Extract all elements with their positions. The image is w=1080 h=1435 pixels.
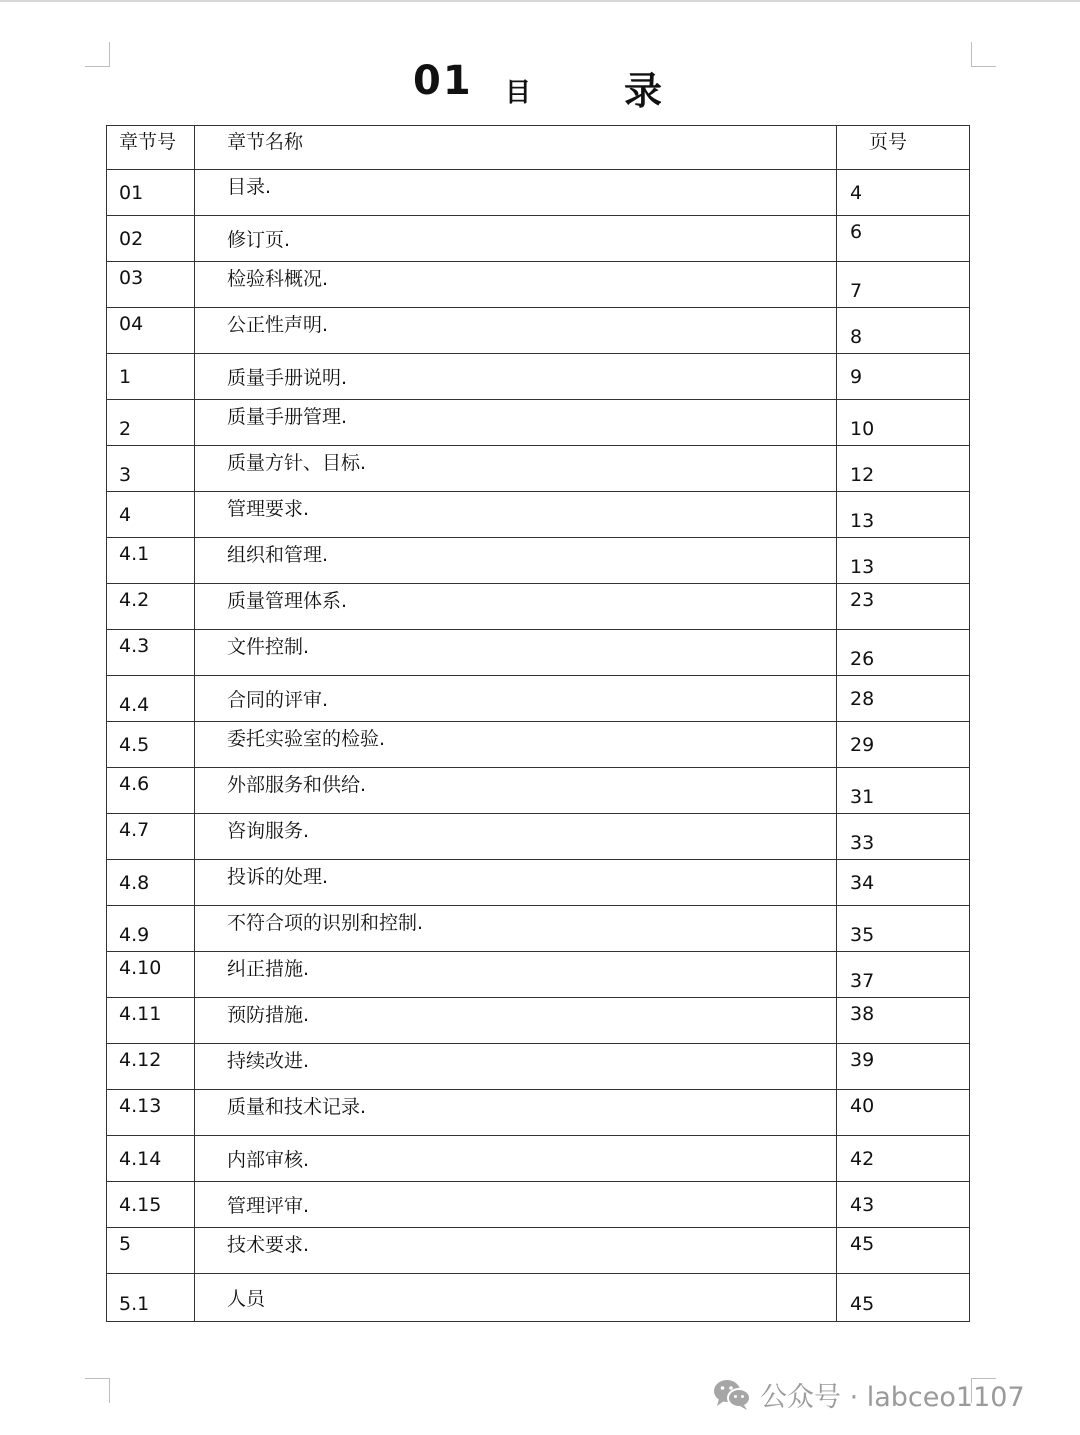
chapter-name: 检验科概况.	[227, 268, 329, 290]
chapter-name: 不符合项的识别和控制.	[227, 912, 424, 934]
page-number: 33	[850, 831, 875, 854]
toc-table	[106, 125, 970, 1322]
page-number: 34	[850, 871, 875, 894]
table-row	[107, 1228, 970, 1274]
page-number: 38	[850, 1002, 875, 1025]
chapter-name: 纠正措施.	[227, 958, 310, 980]
table-row	[107, 584, 970, 630]
chapter-number: 4.8	[119, 871, 150, 894]
table-row	[107, 1182, 970, 1228]
chapter-name: 目录.	[227, 176, 272, 198]
chapter-number: 03	[119, 266, 144, 289]
table-row	[107, 814, 970, 860]
chapter-number: 4.5	[119, 733, 150, 756]
chapter-number: 4.1	[119, 542, 150, 565]
chapter-number: 01	[119, 181, 144, 204]
chapter-name: 管理评审.	[227, 1195, 310, 1217]
table-row	[107, 722, 970, 768]
chapter-number: 5.1	[119, 1292, 150, 1315]
header-chapter-name: 章节名称	[195, 126, 837, 170]
table-row	[107, 308, 970, 354]
chapter-name: 内部审核.	[227, 1149, 310, 1171]
page-number: 29	[850, 733, 875, 756]
chapter-name: 管理要求.	[227, 498, 310, 520]
page-number: 13	[850, 509, 875, 532]
table-row	[107, 354, 970, 400]
table-row	[107, 216, 970, 262]
wechat-watermark	[712, 1374, 1025, 1414]
page-number: 37	[850, 969, 875, 992]
chapter-name: 外部服务和供给.	[227, 774, 367, 796]
page-number: 23	[850, 588, 875, 611]
chapter-number: 4.7	[119, 818, 150, 841]
chapter-number: 4	[119, 503, 132, 526]
page-number: 26	[850, 647, 875, 670]
chapter-number: 4.15	[119, 1193, 162, 1216]
page-number: 8	[850, 325, 863, 348]
chapter-name: 修订页.	[227, 229, 291, 251]
chapter-name: 公正性声明.	[227, 314, 329, 336]
table-row	[107, 952, 970, 998]
chapter-name: 组织和管理.	[227, 544, 329, 566]
chapter-name: 质量管理体系.	[227, 590, 348, 612]
chapter-number: 5	[119, 1232, 132, 1255]
page-number: 42	[850, 1147, 875, 1170]
chapter-number: 1	[119, 365, 132, 388]
chapter-number: 4.9	[119, 923, 150, 946]
header-chapter-no: 章节号	[107, 126, 195, 170]
table-row	[107, 538, 970, 584]
table-row	[107, 492, 970, 538]
chapter-name: 人员	[227, 1288, 266, 1310]
chapter-name: 预防措施.	[227, 1004, 310, 1026]
page-number: 31	[850, 785, 875, 808]
table-row	[107, 1274, 970, 1322]
chapter-number: 4.4	[119, 693, 150, 716]
page-number: 9	[850, 365, 863, 388]
chapter-name: 质量手册管理.	[227, 406, 348, 428]
page-number: 35	[850, 923, 875, 946]
page-number: 4	[850, 181, 863, 204]
chapter-name: 质量方针、目标.	[227, 452, 367, 474]
table-header-row	[107, 126, 970, 170]
title-char-1: 目	[505, 78, 532, 108]
table-row	[107, 768, 970, 814]
page-number: 43	[850, 1193, 875, 1216]
table-row	[107, 1136, 970, 1182]
table-row	[107, 446, 970, 492]
chapter-number: 3	[119, 463, 132, 486]
table-row	[107, 860, 970, 906]
page-title	[0, 58, 1080, 114]
page-number: 13	[850, 555, 875, 578]
chapter-number: 02	[119, 227, 144, 250]
table-row	[107, 906, 970, 952]
table-row	[107, 630, 970, 676]
table-row	[107, 262, 970, 308]
page-number: 12	[850, 463, 875, 486]
chapter-name: 投诉的处理.	[227, 866, 329, 888]
chapter-name: 合同的评审.	[227, 689, 329, 711]
chapter-name: 技术要求.	[227, 1234, 310, 1256]
chapter-name: 持续改进.	[227, 1050, 310, 1072]
chapter-number: 4.2	[119, 588, 150, 611]
title-number: 01	[413, 58, 473, 104]
chapter-number: 4.11	[119, 1002, 162, 1025]
page-number: 28	[850, 687, 875, 710]
table-row	[107, 1090, 970, 1136]
page-number: 6	[850, 220, 863, 243]
crop-mark-bottom-left	[85, 1378, 110, 1403]
top-divider	[0, 0, 1080, 2]
wechat-icon	[712, 1377, 752, 1411]
header-page: 页号	[837, 126, 970, 170]
chapter-name: 委托实验室的检验.	[227, 728, 386, 750]
page-number: 7	[850, 279, 863, 302]
table-row	[107, 998, 970, 1044]
watermark-text: 公众号 · labceo1107	[760, 1381, 1025, 1413]
page-number: 45	[850, 1232, 875, 1255]
table-row	[107, 1044, 970, 1090]
chapter-number: 4.10	[119, 956, 162, 979]
chapter-number: 4.14	[119, 1147, 162, 1170]
chapter-name: 质量手册说明.	[227, 367, 348, 389]
page-number: 39	[850, 1048, 875, 1071]
chapter-number: 4.12	[119, 1048, 162, 1071]
table-row	[107, 400, 970, 446]
chapter-name: 质量和技术记录.	[227, 1096, 367, 1118]
chapter-number: 2	[119, 417, 132, 440]
chapter-number: 4.3	[119, 634, 150, 657]
page-number: 40	[850, 1094, 875, 1117]
table-row	[107, 676, 970, 722]
title-char-2: 录	[624, 69, 663, 113]
chapter-number: 04	[119, 312, 144, 335]
page-number: 10	[850, 417, 875, 440]
page-number: 45	[850, 1292, 875, 1315]
chapter-name: 文件控制.	[227, 636, 310, 658]
chapter-number: 4.6	[119, 772, 150, 795]
chapter-name: 咨询服务.	[227, 820, 310, 842]
table-row	[107, 170, 970, 216]
chapter-number: 4.13	[119, 1094, 162, 1117]
